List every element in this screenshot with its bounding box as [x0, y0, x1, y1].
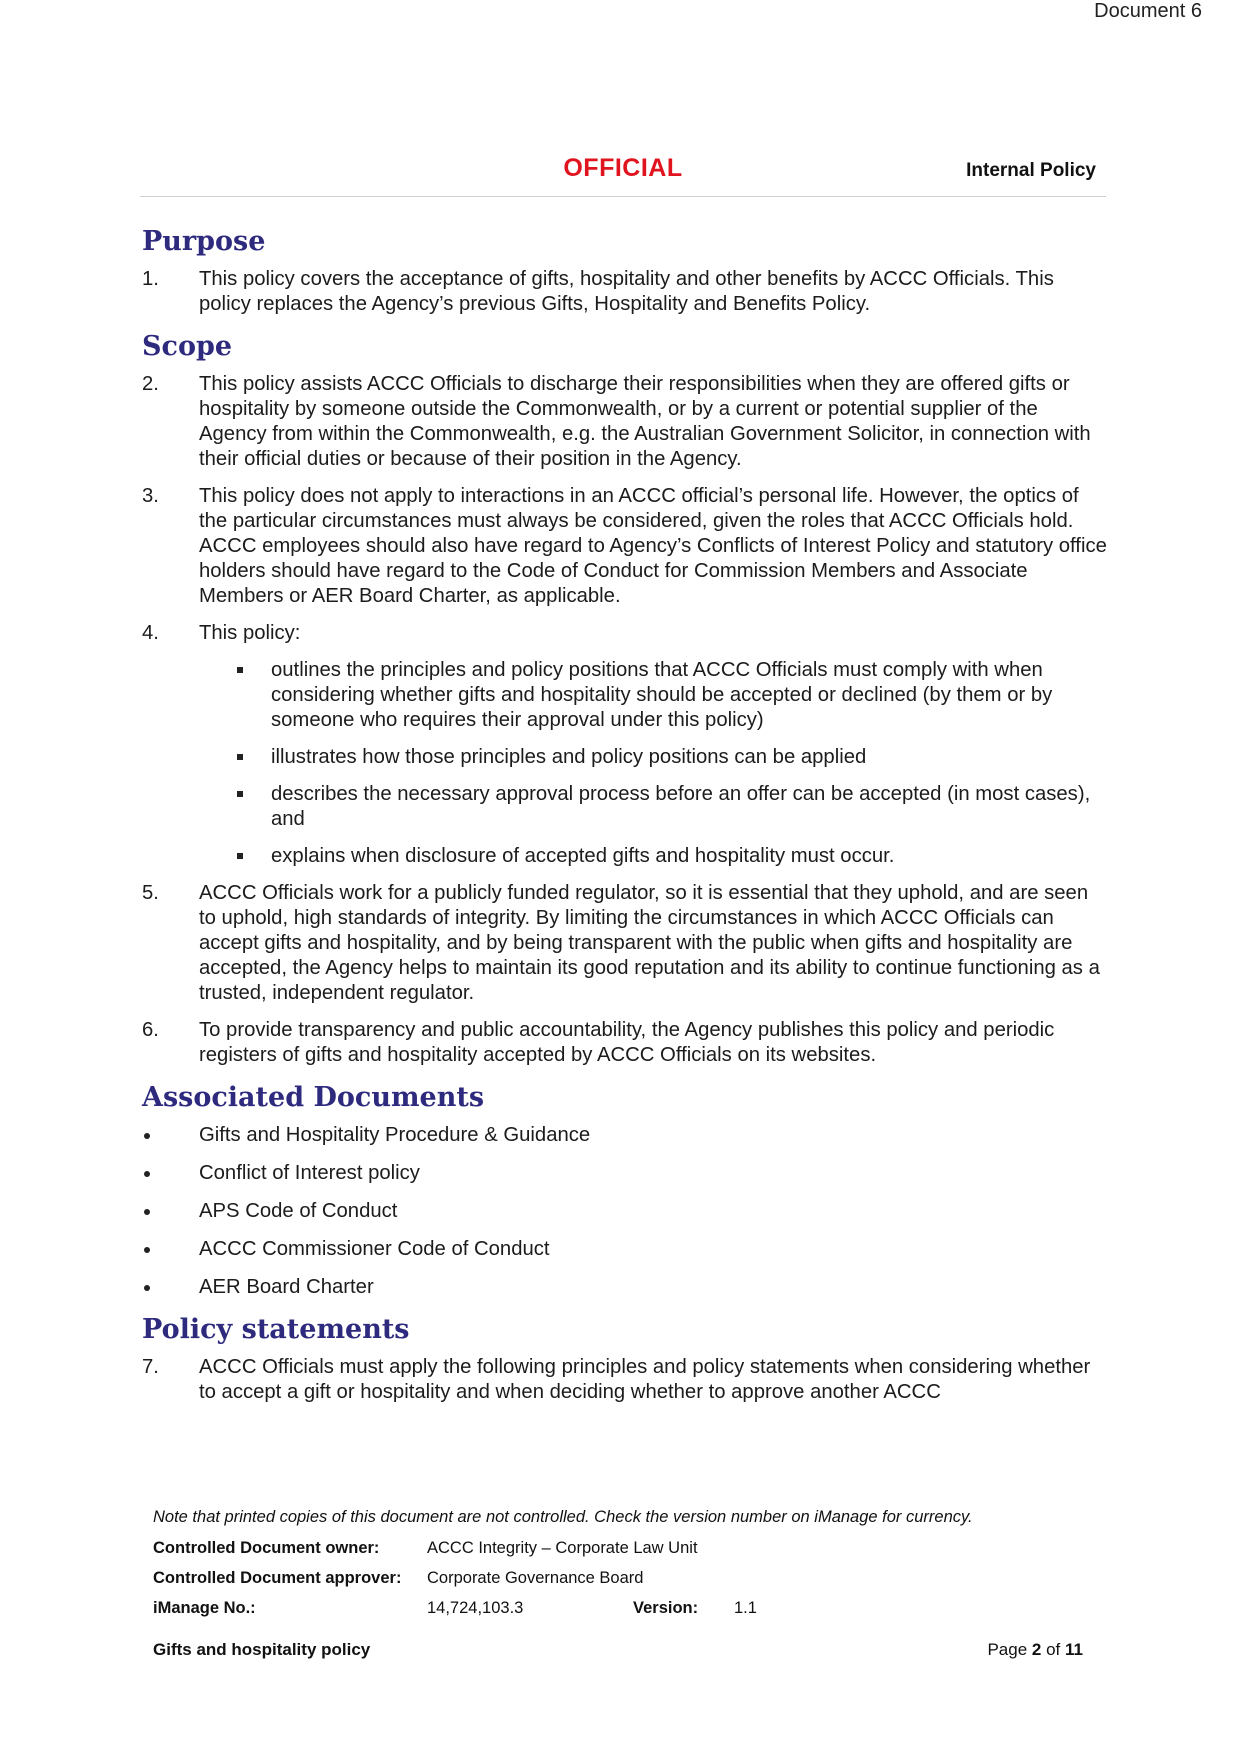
- version-value: 1.1: [734, 1599, 757, 1617]
- round-bullet-icon: [144, 1247, 150, 1253]
- paragraph-number: 3.: [142, 485, 159, 507]
- classification-label: OFFICIAL: [563, 154, 683, 182]
- document-control-footer: [153, 1508, 1083, 1629]
- numbered-paragraph: [142, 372, 1108, 472]
- version-label: Version:: [633, 1599, 699, 1617]
- paragraph-text: ACCC Officials must apply the following principles and policy statements when considering whether to accept a gift or hospitality and when deciding whether to approve another ACCC: [199, 1356, 1091, 1403]
- associated-document-title: Gifts and Hospitality Procedure & Guidance: [199, 1124, 591, 1146]
- document-body: [142, 226, 1108, 1419]
- document-title-footer: Gifts and hospitality policy: [153, 1640, 371, 1659]
- purpose-section: [142, 226, 1108, 317]
- associated-document-title: APS Code of Conduct: [199, 1200, 398, 1222]
- round-bullet-icon: [144, 1209, 150, 1215]
- bullet-text: explains when disclosure of accepted gifts and hospitality must occur.: [271, 845, 895, 867]
- associated-document-item: [142, 1199, 1108, 1224]
- numbered-paragraph: [142, 1018, 1108, 1068]
- imanage-label: iManage No.:: [153, 1599, 256, 1617]
- bullet-item: [142, 844, 1108, 869]
- paragraph-number: 7.: [142, 1356, 159, 1378]
- numbered-paragraph: [142, 881, 1108, 1006]
- policy-statements-section: [142, 1314, 1108, 1405]
- bullet-item: [142, 745, 1108, 770]
- print-control-note: Note that printed copies of this document are not controlled. Check the version number on iManage for currency.: [153, 1508, 973, 1526]
- associated-document-title: ACCC Commissioner Code of Conduct: [199, 1238, 550, 1260]
- associated-document-title: AER Board Charter: [199, 1276, 374, 1298]
- numbered-paragraph: [142, 621, 1108, 646]
- page-current: 2: [1031, 1640, 1042, 1659]
- approver-label: Controlled Document approver:: [153, 1569, 402, 1587]
- owner-row: [153, 1539, 1083, 1569]
- page-of: of: [1046, 1640, 1061, 1659]
- paragraph-text: ACCC Officials work for a publicly funded regulator, so it is essential that they uphold, and are seen to uphold, high standards of integrity. By limiting the circumstances in which ACCC Officials can accept gifts and hospitality, and by being transparent with the public when gifts and hospitality are accepted, the Agency helps to maintain its good reputation and its ability to continue functioning as a trusted, independent regulator.: [199, 882, 1100, 1004]
- page-number: [987, 1640, 1083, 1660]
- scope-heading: Scope: [142, 331, 233, 362]
- bullet-item: [142, 782, 1108, 832]
- scope-section: [142, 331, 1108, 1068]
- bullet-text: describes the necessary approval process before an offer can be accepted (in most cases), and: [271, 783, 1091, 830]
- paragraph-text: This policy does not apply to interactions in an ACCC official’s personal life. However, the optics of the particular circumstances must always be considered, given the roles that ACCC Officials hold. ACCC employees should also have regard to Agency’s Conflicts of Interest Policy and statutory office holders should have regard to the Code of Conduct for Commission Members and Associate Members or AER Board Charter, as applicable.: [199, 485, 1107, 607]
- square-bullet-icon: [237, 853, 243, 859]
- bullet-text: illustrates how those principles and policy positions can be applied: [271, 746, 867, 768]
- paragraph-number: 5.: [142, 882, 159, 904]
- associated-document-item: [142, 1161, 1108, 1186]
- document-type-label: Internal Policy: [966, 160, 1096, 181]
- paragraph-text: This policy covers the acceptance of gifts, hospitality and other benefits by ACCC Officials. This policy replaces the Agency’s previous Gifts, Hospitality and Benefits Policy.: [199, 268, 1054, 315]
- associated-documents-list: [142, 1123, 1108, 1300]
- paragraph-text: To provide transparency and public accountability, the Agency publishes this policy and periodic registers of gifts and hospitality accepted by ACCC Officials on its websites.: [199, 1019, 1055, 1066]
- square-bullet-icon: [237, 754, 243, 760]
- owner-label: Controlled Document owner:: [153, 1539, 380, 1557]
- associated-documents-section: [142, 1082, 1108, 1300]
- bullet-text: outlines the principles and policy positions that ACCC Officials must comply with when considering whether gifts and hospitality should be accepted or declined (by them or by someone who requires their approval under this policy): [271, 659, 1053, 731]
- paragraph-number: 4.: [142, 622, 159, 644]
- paragraph-number: 2.: [142, 373, 159, 395]
- owner-value: ACCC Integrity – Corporate Law Unit: [427, 1539, 698, 1557]
- round-bullet-icon: [144, 1285, 150, 1291]
- page-total: 11: [1065, 1640, 1083, 1659]
- associated-document-item: [142, 1275, 1108, 1300]
- bullet-item: [142, 658, 1108, 733]
- paragraph-text: This policy assists ACCC Officials to discharge their responsibilities when they are offered gifts or hospitality by someone outside the Commonwealth, or by a current or potential supplier of the Agency from within the Commonwealth, e.g. the Australian Government Solicitor, in connection with their official duties or because of their position in the Agency.: [199, 373, 1091, 470]
- associated-document-item: [142, 1123, 1108, 1148]
- square-bullet-icon: [237, 667, 243, 673]
- associated-document-item: [142, 1237, 1108, 1262]
- paragraph-number: 6.: [142, 1019, 159, 1041]
- policy-statements-heading: Policy statements: [142, 1314, 410, 1345]
- policy-bullet-list: [142, 658, 1108, 869]
- associated-document-title: Conflict of Interest policy: [199, 1162, 420, 1184]
- paragraph-text: This policy:: [199, 622, 301, 644]
- square-bullet-icon: [237, 791, 243, 797]
- paragraph-number: 1.: [142, 268, 159, 290]
- imanage-row: [153, 1599, 1083, 1629]
- approver-row: [153, 1569, 1083, 1599]
- numbered-paragraph: [142, 267, 1108, 317]
- imanage-value: 14,724,103.3: [427, 1599, 524, 1617]
- numbered-paragraph: [142, 484, 1108, 609]
- page-prefix: Page: [987, 1640, 1028, 1659]
- round-bullet-icon: [144, 1133, 150, 1139]
- approver-value: Corporate Governance Board: [427, 1569, 644, 1587]
- page-header: [140, 150, 1106, 197]
- document-number-tag: Document 6: [1094, 0, 1202, 22]
- numbered-paragraph: [142, 1355, 1108, 1405]
- associated-documents-heading: Associated Documents: [142, 1082, 485, 1113]
- round-bullet-icon: [144, 1171, 150, 1177]
- purpose-heading: Purpose: [142, 226, 266, 257]
